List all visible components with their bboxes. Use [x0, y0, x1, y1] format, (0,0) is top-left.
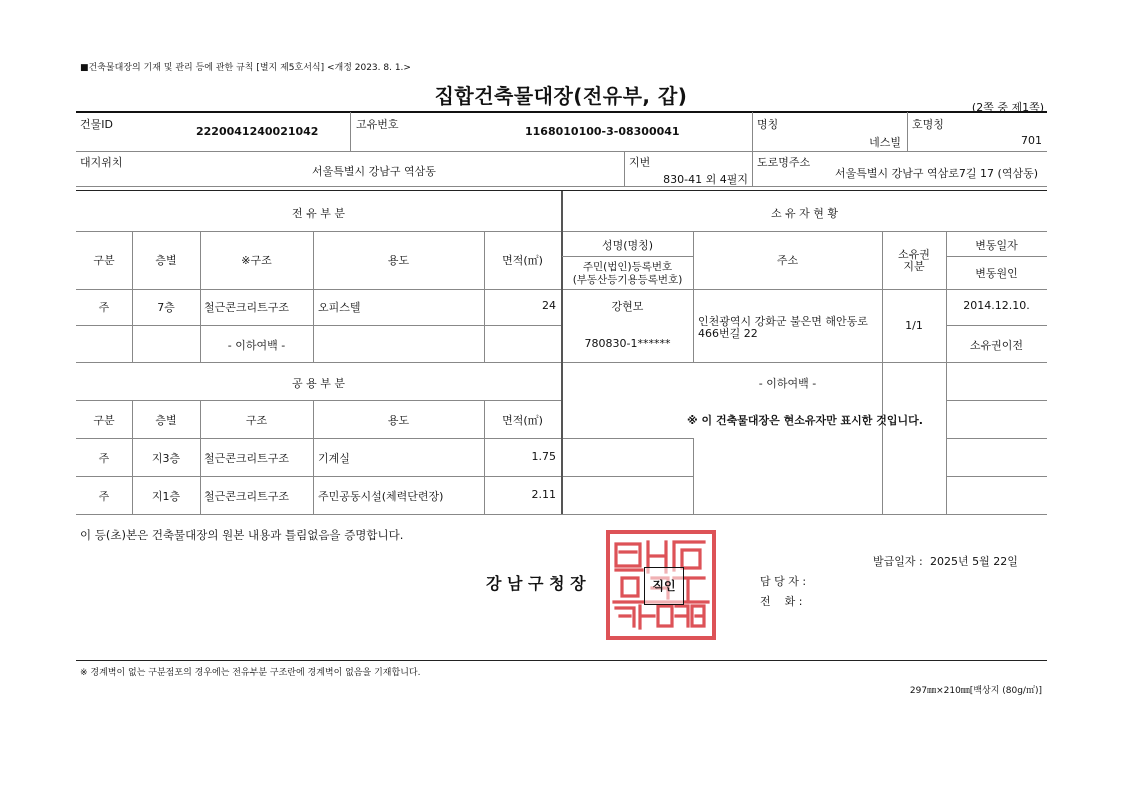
rule [946, 400, 1047, 401]
owner-share: 1/1 [905, 319, 923, 332]
exclusive-blank-note: - 이하여백 - [227, 339, 286, 352]
divider [752, 152, 753, 186]
phone-label: 전 화 : [760, 595, 803, 608]
page-indicator: (2쪽 중 제1쪽) [971, 101, 1044, 114]
regulation-note: ■건축물대장의 기재 및 관리 등에 관한 규칙 [별지 제5호서식] <개정 2023. 8. 1.> [80, 63, 411, 73]
divider [693, 438, 694, 514]
col-area-header: 면적(㎡) [502, 254, 543, 267]
name-value: 네스빌 [869, 136, 901, 149]
owner-id: 780830-1****** [584, 337, 671, 350]
paper-spec: 297㎜×210㎜[백상지 (80g/㎡)] [909, 686, 1042, 696]
rule [946, 438, 1047, 439]
divider [693, 231, 694, 362]
rule [76, 438, 694, 439]
owner-id-header-sub: (부동산등기용등록번호) [572, 274, 683, 286]
common-area-header: 면적(㎡) [502, 414, 543, 427]
building-id-value: 2220041240021042 [196, 125, 319, 138]
common-row2-floor: 지1층 [151, 490, 181, 503]
owner-name: 강현모 [611, 300, 644, 313]
unit-name-value: 701 [1021, 134, 1042, 147]
owner-share-header: 소유권 [898, 248, 930, 261]
divider [350, 112, 351, 151]
unique-no-label: 고유번호 [356, 118, 399, 131]
common-use-header: 용도 [387, 414, 410, 427]
header-mid-rule [76, 151, 1047, 152]
rule [562, 256, 693, 257]
owner-address-header: 주소 [776, 254, 799, 267]
divider [313, 231, 314, 362]
road-label: 도로명주소 [757, 156, 811, 169]
owner-address-line2: 466번길 22 [698, 327, 758, 340]
col-structure-header: ※구조 [241, 254, 272, 267]
common-kind-header: 구분 [93, 414, 115, 427]
header-bottom-rule [76, 186, 1047, 187]
footer-rule [76, 660, 1047, 661]
common-floor-header: 층별 [155, 414, 177, 427]
owner-date-header: 변동일자 [975, 239, 1018, 252]
rule [946, 325, 1047, 326]
common-structure-header: 구조 [245, 414, 268, 427]
owner-id-header: 주민(법인)등록번호 [582, 261, 673, 273]
seal-label: 직인 [644, 567, 684, 605]
common-row1-use: 기계실 [318, 452, 350, 465]
exclusive-section-title: 전 유 부 분 [292, 207, 345, 220]
exclusive-area: 24 [542, 299, 556, 312]
site-label: 대지위치 [80, 156, 123, 169]
exclusive-structure: 철근콘크리트구조 [204, 301, 290, 314]
lot-label: 지번 [629, 156, 651, 169]
divider [624, 152, 625, 186]
owner-change-reason: 소유권이전 [969, 339, 1024, 352]
exclusive-floor: 7층 [157, 301, 175, 314]
exclusive-use: 오피스텔 [318, 301, 361, 314]
issuer-name: 강 남 구 청 장 [486, 574, 586, 593]
col-kind-header: 구분 [93, 254, 115, 267]
common-row1-kind: 주 [98, 452, 110, 465]
road-value: 서울특별시 강남구 역삼로7길 17 (역삼동) [835, 167, 1038, 180]
divider [484, 231, 485, 362]
footnote: ※ 경계벽이 없는 구분점포의 경우에는 전유부분 구조란에 경계벽이 없음을 기재합니다. [80, 668, 421, 678]
common-section-title: 공 용 부 분 [292, 377, 345, 390]
exclusive-kind: 주 [98, 301, 110, 314]
unique-no-value: 1168010100-3-08300041 [525, 125, 680, 138]
divider [132, 231, 133, 362]
common-row1-area: 1.75 [531, 450, 556, 463]
rule [76, 400, 562, 401]
col-floor-header: 층별 [155, 254, 177, 267]
common-row2-structure: 철근콘크리트구조 [204, 490, 290, 503]
site-value: 서울특별시 강남구 역삼동 [312, 165, 436, 178]
issue-date: 2025년 5월 22일 [930, 555, 1018, 568]
col-use-header: 용도 [387, 254, 410, 267]
owner-reason-header: 변동원인 [975, 267, 1018, 280]
owner-change-date: 2014.12.10. [963, 299, 1030, 312]
common-row1-structure: 철근콘크리트구조 [204, 452, 290, 465]
rule [76, 325, 562, 326]
lot-value: 830-41 외 4필지 [663, 173, 748, 186]
divider [907, 112, 908, 151]
issue-date-label: 발급일자 : [873, 555, 923, 568]
common-row1-floor: 지3층 [151, 452, 181, 465]
rule [76, 476, 694, 477]
name-label: 명칭 [757, 118, 779, 131]
common-row2-area: 2.11 [531, 488, 556, 501]
header-top-rule [76, 111, 1047, 113]
certification-text: 이 등(초)본은 건축물대장의 원본 내용과 틀림없음을 증명합니다. [80, 528, 404, 542]
divider [752, 112, 753, 151]
owner-address-line1: 인천광역시 강화군 불은면 해안동로 [698, 315, 868, 328]
unit-name-label: 호명칭 [912, 118, 944, 131]
common-row2-use: 주민공동시설(체력단련장) [318, 490, 444, 503]
common-row2-kind: 주 [98, 490, 110, 503]
rule [946, 256, 1047, 257]
owner-share-header-sub: 지분 [903, 260, 925, 273]
rule [76, 514, 1047, 515]
owner-section-title: 소 유 자 현 황 [770, 207, 839, 220]
rule [946, 476, 1047, 477]
contact-person-label: 담 당 자 : [760, 575, 807, 588]
owner-name-header: 성명(명칭) [601, 239, 654, 252]
owner-blank-note: - 이하여백 - [758, 377, 817, 390]
current-owner-notice: ※ 이 건축물대장은 현소유자만 표시한 것입니다. [687, 414, 923, 427]
building-id-label: 건물ID [80, 118, 113, 131]
document-title: 집합건축물대장(전유부, 갑) [434, 84, 688, 108]
